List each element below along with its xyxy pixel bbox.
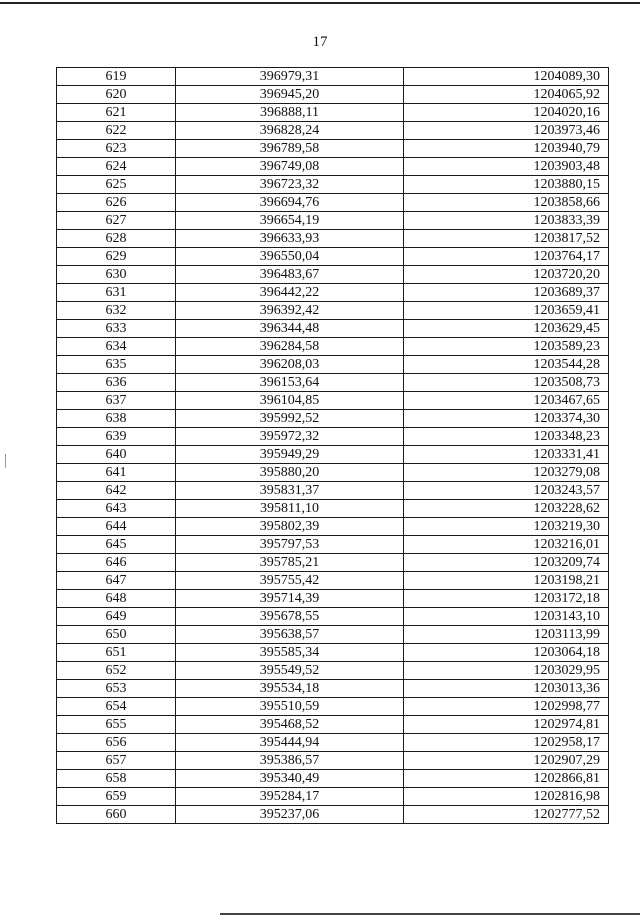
x-coordinate-cell: 396104,85: [176, 392, 404, 410]
y-coordinate-cell: 1203467,65: [404, 392, 609, 410]
point-number-cell: 630: [57, 266, 176, 284]
table-row: [57, 644, 609, 662]
y-coordinate-cell: 1203216,01: [404, 536, 609, 554]
y-coordinate-cell: 1203029,95: [404, 662, 609, 680]
table-row: [57, 788, 609, 806]
x-coordinate-cell: 396694,76: [176, 194, 404, 212]
x-coordinate-cell: 396828,24: [176, 122, 404, 140]
point-number-cell: 650: [57, 626, 176, 644]
x-coordinate-cell: 395880,20: [176, 464, 404, 482]
table-row: [57, 608, 609, 626]
x-coordinate-cell: 396208,03: [176, 356, 404, 374]
point-number-cell: 635: [57, 356, 176, 374]
x-coordinate-cell: 396284,58: [176, 338, 404, 356]
y-coordinate-cell: 1203720,20: [404, 266, 609, 284]
x-coordinate-cell: 395811,10: [176, 500, 404, 518]
y-coordinate-cell: 1203279,08: [404, 464, 609, 482]
y-coordinate-cell: 1204020,16: [404, 104, 609, 122]
x-coordinate-cell: 395237,06: [176, 806, 404, 824]
table-row: [57, 500, 609, 518]
y-coordinate-cell: 1203209,74: [404, 554, 609, 572]
point-number-cell: 631: [57, 284, 176, 302]
y-coordinate-cell: 1203198,21: [404, 572, 609, 590]
table-row: [57, 68, 609, 86]
point-number-cell: 648: [57, 590, 176, 608]
table-row: [57, 356, 609, 374]
y-coordinate-cell: 1202998,77: [404, 698, 609, 716]
table-row: [57, 158, 609, 176]
table-row: [57, 572, 609, 590]
table-row: [57, 212, 609, 230]
y-coordinate-cell: 1203940,79: [404, 140, 609, 158]
table-row: [57, 590, 609, 608]
x-coordinate-cell: 396979,31: [176, 68, 404, 86]
point-number-cell: 634: [57, 338, 176, 356]
y-coordinate-cell: 1203172,18: [404, 590, 609, 608]
coordinates-table: [56, 67, 609, 824]
y-coordinate-cell: 1202866,81: [404, 770, 609, 788]
x-coordinate-cell: 396723,32: [176, 176, 404, 194]
point-number-cell: 626: [57, 194, 176, 212]
table-row: [57, 86, 609, 104]
table-row: [57, 428, 609, 446]
y-coordinate-cell: 1203219,30: [404, 518, 609, 536]
table-row: [57, 554, 609, 572]
point-number-cell: 622: [57, 122, 176, 140]
point-number-cell: 627: [57, 212, 176, 230]
table-row: [57, 122, 609, 140]
point-number-cell: 623: [57, 140, 176, 158]
y-coordinate-cell: 1202907,29: [404, 752, 609, 770]
x-coordinate-cell: 395284,17: [176, 788, 404, 806]
point-number-cell: 628: [57, 230, 176, 248]
table-row: [57, 626, 609, 644]
table-row: [57, 392, 609, 410]
table-row: [57, 662, 609, 680]
x-coordinate-cell: 396888,11: [176, 104, 404, 122]
table-row: [57, 464, 609, 482]
x-coordinate-cell: 395802,39: [176, 518, 404, 536]
y-coordinate-cell: 1203903,48: [404, 158, 609, 176]
table-row: [57, 248, 609, 266]
point-number-cell: 633: [57, 320, 176, 338]
x-coordinate-cell: 396633,93: [176, 230, 404, 248]
point-number-cell: 656: [57, 734, 176, 752]
bottom-border-line: [220, 913, 640, 915]
top-border-line: [0, 2, 640, 4]
x-coordinate-cell: 396789,58: [176, 140, 404, 158]
table-row: [57, 266, 609, 284]
point-number-cell: 641: [57, 464, 176, 482]
table-row: [57, 374, 609, 392]
x-coordinate-cell: 396153,64: [176, 374, 404, 392]
x-coordinate-cell: 395340,49: [176, 770, 404, 788]
x-coordinate-cell: 395678,55: [176, 608, 404, 626]
table-row: [57, 320, 609, 338]
point-number-cell: 637: [57, 392, 176, 410]
x-coordinate-cell: 396945,20: [176, 86, 404, 104]
table-row: [57, 230, 609, 248]
x-coordinate-cell: 396392,42: [176, 302, 404, 320]
table-row: [57, 284, 609, 302]
point-number-cell: 645: [57, 536, 176, 554]
point-number-cell: 620: [57, 86, 176, 104]
y-coordinate-cell: 1203589,23: [404, 338, 609, 356]
point-number-cell: 655: [57, 716, 176, 734]
y-coordinate-cell: 1202816,98: [404, 788, 609, 806]
x-coordinate-cell: 395714,39: [176, 590, 404, 608]
point-number-cell: 638: [57, 410, 176, 428]
point-number-cell: 646: [57, 554, 176, 572]
point-number-cell: 619: [57, 68, 176, 86]
x-coordinate-cell: 395585,34: [176, 644, 404, 662]
y-coordinate-cell: 1202974,81: [404, 716, 609, 734]
y-coordinate-cell: 1203629,45: [404, 320, 609, 338]
table-row: [57, 104, 609, 122]
point-number-cell: 632: [57, 302, 176, 320]
table-row: [57, 446, 609, 464]
point-number-cell: 629: [57, 248, 176, 266]
table-row: [57, 338, 609, 356]
x-coordinate-cell: 396344,48: [176, 320, 404, 338]
x-coordinate-cell: 396442,22: [176, 284, 404, 302]
y-coordinate-cell: 1204089,30: [404, 68, 609, 86]
point-number-cell: 659: [57, 788, 176, 806]
x-coordinate-cell: 395755,42: [176, 572, 404, 590]
point-number-cell: 644: [57, 518, 176, 536]
table-row: [57, 716, 609, 734]
y-coordinate-cell: 1203833,39: [404, 212, 609, 230]
x-coordinate-cell: 395797,53: [176, 536, 404, 554]
y-coordinate-cell: 1203659,41: [404, 302, 609, 320]
y-coordinate-cell: 1203544,28: [404, 356, 609, 374]
x-coordinate-cell: 396654,19: [176, 212, 404, 230]
y-coordinate-cell: 1203817,52: [404, 230, 609, 248]
x-coordinate-cell: 395992,52: [176, 410, 404, 428]
table-row: [57, 518, 609, 536]
x-coordinate-cell: 395972,32: [176, 428, 404, 446]
table-row: [57, 194, 609, 212]
table-row: [57, 410, 609, 428]
table-row: [57, 536, 609, 554]
table-row: [57, 806, 609, 824]
y-coordinate-cell: 1203689,37: [404, 284, 609, 302]
y-coordinate-cell: 1203228,62: [404, 500, 609, 518]
point-number-cell: 647: [57, 572, 176, 590]
point-number-cell: 642: [57, 482, 176, 500]
point-number-cell: 660: [57, 806, 176, 824]
y-coordinate-cell: 1203764,17: [404, 248, 609, 266]
y-coordinate-cell: 1203113,99: [404, 626, 609, 644]
y-coordinate-cell: 1204065,92: [404, 86, 609, 104]
y-coordinate-cell: 1203348,23: [404, 428, 609, 446]
x-coordinate-cell: 395785,21: [176, 554, 404, 572]
x-coordinate-cell: 395444,94: [176, 734, 404, 752]
x-coordinate-cell: 395549,52: [176, 662, 404, 680]
table-row: [57, 176, 609, 194]
table-row: [57, 680, 609, 698]
point-number-cell: 657: [57, 752, 176, 770]
y-coordinate-cell: 1203880,15: [404, 176, 609, 194]
x-coordinate-cell: 395468,52: [176, 716, 404, 734]
table-row: [57, 770, 609, 788]
point-number-cell: 624: [57, 158, 176, 176]
point-number-cell: 640: [57, 446, 176, 464]
y-coordinate-cell: 1202777,52: [404, 806, 609, 824]
x-coordinate-cell: 395534,18: [176, 680, 404, 698]
point-number-cell: 636: [57, 374, 176, 392]
table-row: [57, 734, 609, 752]
point-number-cell: 651: [57, 644, 176, 662]
y-coordinate-cell: 1202958,17: [404, 734, 609, 752]
table-row: [57, 698, 609, 716]
point-number-cell: 649: [57, 608, 176, 626]
page-number: 17: [312, 34, 328, 50]
point-number-cell: 639: [57, 428, 176, 446]
table-row: [57, 482, 609, 500]
x-coordinate-cell: 395386,57: [176, 752, 404, 770]
table-row: [57, 302, 609, 320]
point-number-cell: 643: [57, 500, 176, 518]
x-coordinate-cell: 396550,04: [176, 248, 404, 266]
y-coordinate-cell: 1203331,41: [404, 446, 609, 464]
y-coordinate-cell: 1203243,57: [404, 482, 609, 500]
x-coordinate-cell: 395510,59: [176, 698, 404, 716]
x-coordinate-cell: 395638,57: [176, 626, 404, 644]
y-coordinate-cell: 1203973,46: [404, 122, 609, 140]
y-coordinate-cell: 1203508,73: [404, 374, 609, 392]
point-number-cell: 654: [57, 698, 176, 716]
y-coordinate-cell: 1203858,66: [404, 194, 609, 212]
table-row: [57, 752, 609, 770]
x-coordinate-cell: 395949,29: [176, 446, 404, 464]
y-coordinate-cell: 1203143,10: [404, 608, 609, 626]
point-number-cell: 653: [57, 680, 176, 698]
point-number-cell: 621: [57, 104, 176, 122]
coordinates-table-body: [57, 68, 609, 824]
point-number-cell: 652: [57, 662, 176, 680]
scan-mark: [5, 454, 6, 468]
x-coordinate-cell: 396483,67: [176, 266, 404, 284]
point-number-cell: 625: [57, 176, 176, 194]
y-coordinate-cell: 1203374,30: [404, 410, 609, 428]
y-coordinate-cell: 1203064,18: [404, 644, 609, 662]
x-coordinate-cell: 395831,37: [176, 482, 404, 500]
table-row: [57, 140, 609, 158]
y-coordinate-cell: 1203013,36: [404, 680, 609, 698]
point-number-cell: 658: [57, 770, 176, 788]
x-coordinate-cell: 396749,08: [176, 158, 404, 176]
